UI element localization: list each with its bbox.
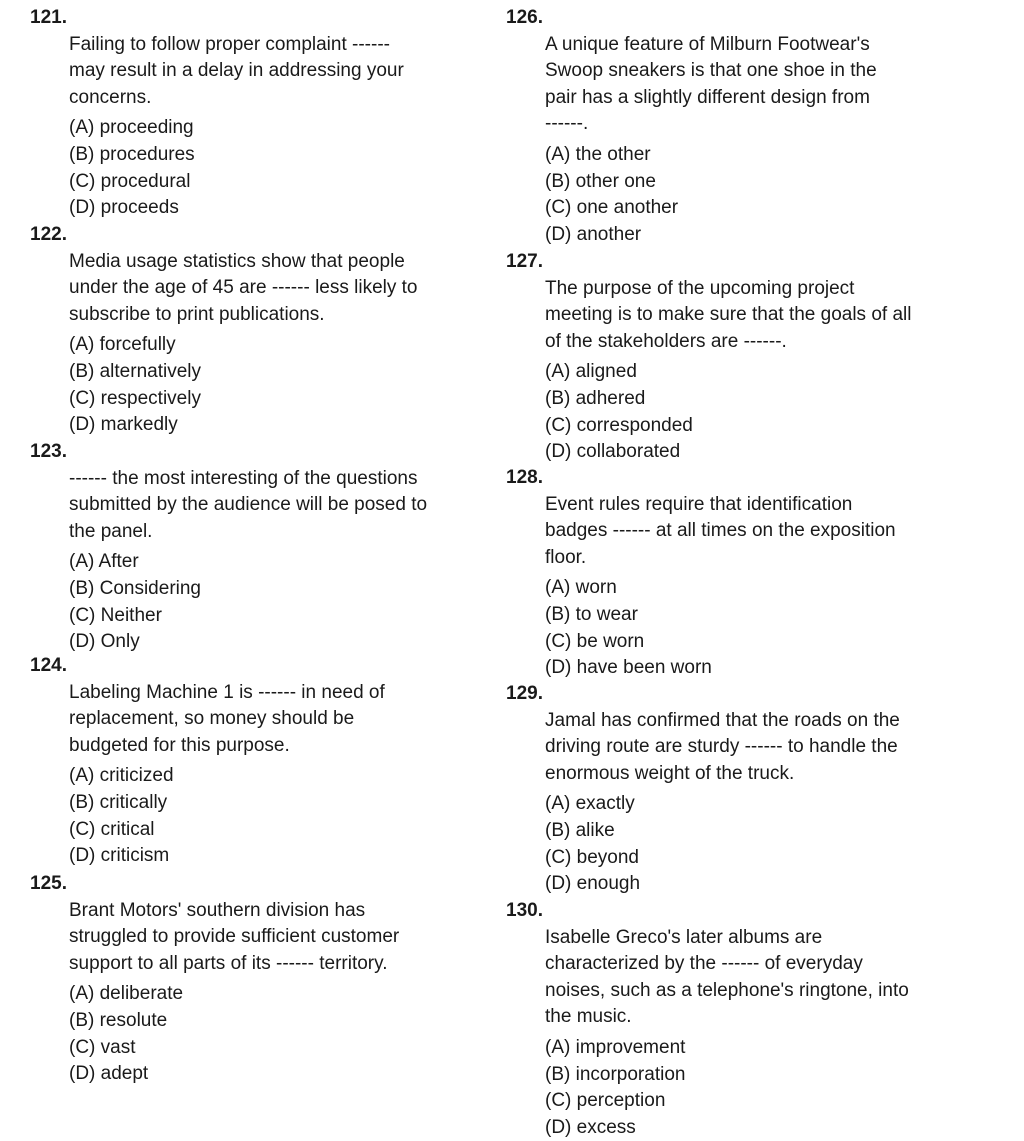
question-122: [30, 222, 500, 439]
option-d[interactable]: (D) excess: [545, 1116, 636, 1138]
question-124: [30, 653, 500, 870]
question-text: Media usage statistics show that people under the age of 45 are ------ less likely to subscribe to print publications.: [69, 250, 418, 325]
option-a[interactable]: (A) exactly: [545, 793, 635, 815]
option-a[interactable]: (A) criticized: [69, 765, 174, 787]
question-stem: [506, 249, 976, 355]
question-128: [506, 465, 976, 682]
question-number: 129.: [506, 683, 543, 704]
question-127: [506, 249, 976, 466]
question-stem: [506, 5, 976, 138]
question-stem: [30, 653, 500, 759]
question-text: A unique feature of Milburn Footwear's Swoop sneakers is that one shoe in the pair has a slightly different design from ------.: [545, 33, 877, 135]
option-b[interactable]: (B) alternatively: [69, 360, 201, 382]
option-d[interactable]: (D) Only: [69, 631, 140, 653]
option-b[interactable]: (B) to wear: [545, 603, 638, 625]
question-text: Event rules require that identification badges ------ at all times on the exposition floor.: [545, 493, 896, 568]
option-a[interactable]: (A) forcefully: [69, 334, 176, 356]
question-number: 121.: [30, 7, 67, 28]
question-text: ------ the most interesting of the questions submitted by the audience will be posed to the panel.: [69, 467, 428, 542]
option-b[interactable]: (B) Considering: [69, 577, 201, 599]
option-d[interactable]: (D) have been worn: [545, 657, 712, 679]
question-number: 122.: [30, 224, 67, 245]
option-b[interactable]: (B) procedures: [69, 143, 195, 165]
option-d[interactable]: (D) criticism: [69, 845, 170, 867]
option-c[interactable]: (C) vast: [69, 1036, 136, 1058]
option-b[interactable]: (B) resolute: [69, 1009, 168, 1031]
question-130: [506, 898, 976, 1141]
question-129: [506, 681, 976, 898]
option-b[interactable]: (B) adhered: [545, 387, 646, 409]
option-c[interactable]: (C) perception: [545, 1090, 666, 1112]
option-c[interactable]: (C) procedural: [69, 170, 191, 192]
question-stem: [30, 222, 500, 328]
question-stem: [30, 5, 500, 111]
option-a[interactable]: (A) deliberate: [69, 983, 184, 1005]
option-a[interactable]: (A) worn: [545, 577, 617, 599]
option-c[interactable]: (C) be worn: [545, 630, 645, 652]
question-stem: [506, 681, 976, 787]
question-text: The purpose of the upcoming project meeting is to make sure that the goals of all of the stakeholders are ------.: [545, 277, 912, 352]
question-number: 126.: [506, 7, 543, 28]
question-123: [30, 439, 500, 656]
option-a[interactable]: (A) proceeding: [69, 117, 194, 139]
question-number: 128.: [506, 467, 543, 488]
option-d[interactable]: (D) enough: [545, 873, 641, 895]
option-c[interactable]: (C) corresponded: [545, 414, 693, 436]
option-c[interactable]: (C) beyond: [545, 846, 639, 868]
option-a[interactable]: (A) the other: [545, 143, 651, 165]
question-text: Failing to follow proper complaint ------ may result in a delay in addressing your concerns.: [69, 33, 404, 108]
question-125: [30, 871, 500, 1088]
option-c[interactable]: (C) Neither: [69, 604, 162, 626]
question-text: Isabelle Greco's later albums are characterized by the ------ of everyday noises, such as a telephone's ringtone, into the music.: [545, 926, 909, 1028]
option-a[interactable]: (A) After: [69, 551, 139, 573]
option-d[interactable]: (D) another: [545, 223, 642, 245]
option-a[interactable]: (A) aligned: [545, 361, 637, 383]
option-b[interactable]: (B) alike: [545, 819, 615, 841]
question-number: 124.: [30, 655, 67, 676]
option-b[interactable]: (B) other one: [545, 170, 656, 192]
question-126: [506, 5, 976, 248]
question-stem: [506, 898, 976, 1031]
question-text: Jamal has confirmed that the roads on the driving route are sturdy ------ to handle the enormous weight of the truck.: [545, 709, 900, 784]
question-stem: [30, 871, 500, 977]
question-stem: [506, 465, 976, 571]
option-d[interactable]: (D) markedly: [69, 414, 178, 436]
question-number: 130.: [506, 900, 543, 921]
question-stem: [30, 439, 500, 545]
option-c[interactable]: (C) respectively: [69, 387, 201, 409]
option-b[interactable]: (B) critically: [69, 791, 168, 813]
question-number: 127.: [506, 251, 543, 272]
question-121: [30, 5, 500, 222]
question-number: 123.: [30, 441, 67, 462]
option-d[interactable]: (D) proceeds: [69, 197, 179, 219]
option-c[interactable]: (C) one another: [545, 197, 679, 219]
option-b[interactable]: (B) incorporation: [545, 1063, 686, 1085]
option-c[interactable]: (C) critical: [69, 818, 155, 840]
question-number: 125.: [30, 873, 67, 894]
option-d[interactable]: (D) collaborated: [545, 441, 681, 463]
option-d[interactable]: (D) adept: [69, 1063, 149, 1085]
option-a[interactable]: (A) improvement: [545, 1036, 686, 1058]
question-text: Brant Motors' southern division has struggled to provide sufficient customer support to all parts of its ------ territory.: [69, 899, 400, 974]
question-text: Labeling Machine 1 is ------ in need of replacement, so money should be budgeted for this purpose.: [69, 681, 385, 756]
